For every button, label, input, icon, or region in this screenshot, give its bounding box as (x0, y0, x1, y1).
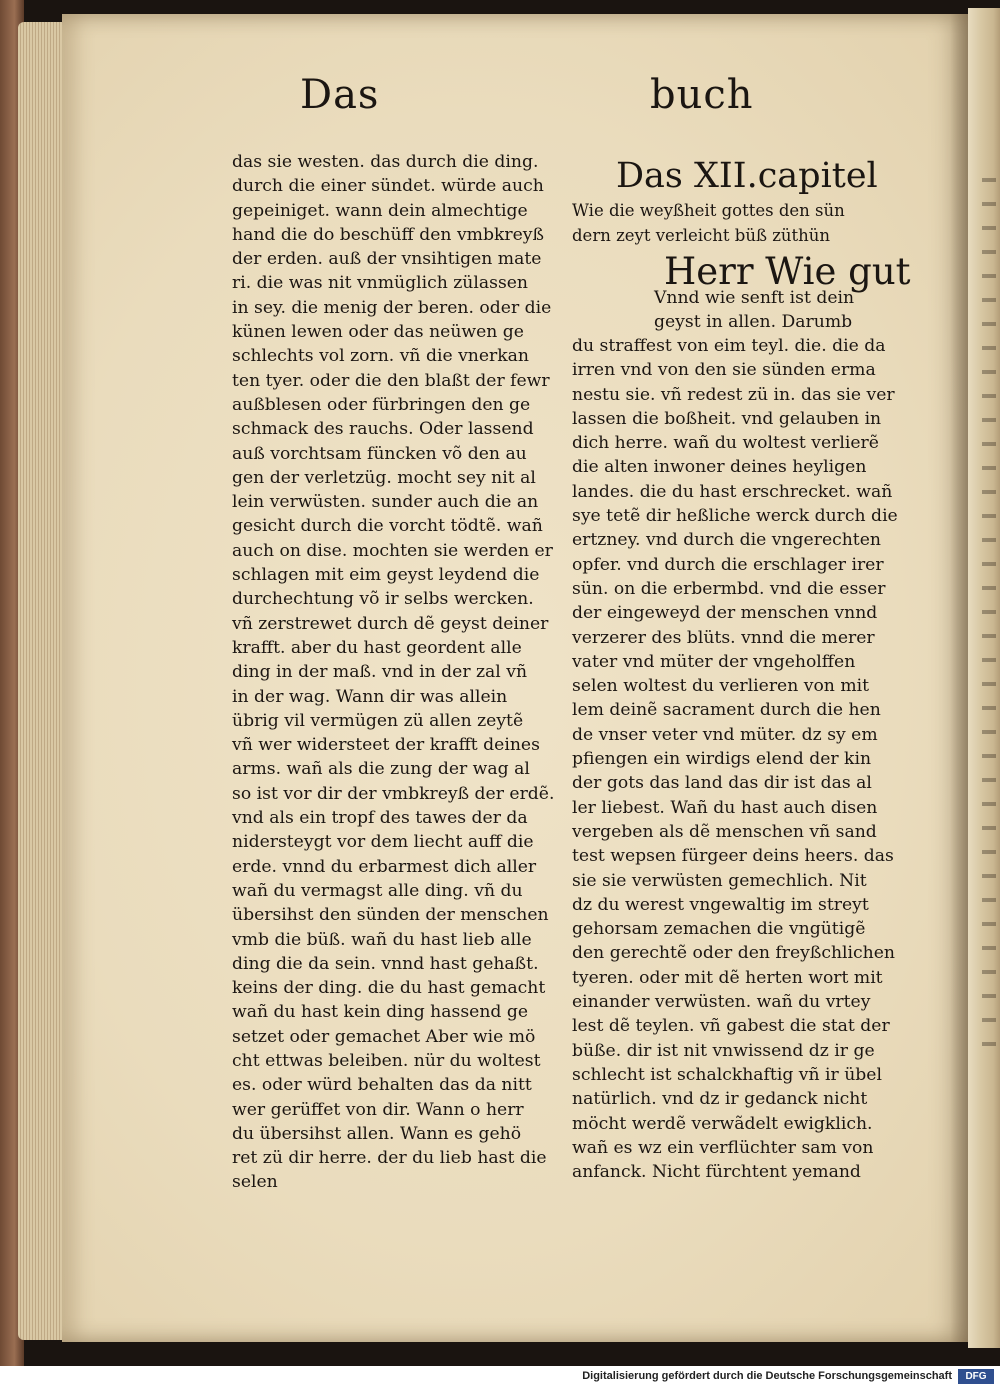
text-line: cht ettwas beleiben. nür du woltest (232, 1050, 541, 1071)
text-line: durch die einer sündet. würde auch (232, 176, 544, 197)
bleed-through-text (982, 158, 996, 1058)
text-line: ding die da sein. vnnd hast gehaßt. (232, 953, 539, 974)
text-line: übrig vil vermügen zü allen zeytẽ (232, 710, 524, 731)
text-line: dz du werest vngewaltig im streyt (572, 894, 869, 915)
text-line: de vnser veter vnd müter. dz sy em (572, 724, 878, 745)
text-line: das sie westen. das durch die ding. (232, 152, 539, 172)
text-line: der gots das land das dir ist das al (572, 773, 872, 794)
text-line: schlechts vol zorn. vñ die vnerkan (232, 346, 529, 367)
text-line: setzet oder gemachet Aber wie mö (232, 1026, 536, 1047)
text-line: dich herre. wañ du woltest verlierẽ (572, 433, 879, 454)
text-line: lem deinẽ sacrament durch die hen (572, 700, 881, 721)
text-line: krafft. aber du hast geordent alle (232, 637, 522, 658)
dfg-logo: DFG (958, 1369, 994, 1384)
text-line: vmb die büß. wañ du hast lieb alle (232, 929, 532, 950)
text-line: keins der ding. die du hast gemacht (232, 978, 546, 999)
chapter-subtitle-line: dern zeyt verleicht büß züthün (572, 226, 831, 245)
text-line: so ist vor dir der vmbkreyß der erdẽ. (232, 783, 555, 804)
text-line: ertzney. vnd durch die vngerechten (572, 530, 881, 551)
text-line: tyeren. oder mit dẽ herten wort mit (572, 967, 883, 988)
text-line: erde. vnnd du erbarmest dich aller (232, 856, 537, 877)
text-line: opfer. vnd durch die erschlager irer (572, 554, 884, 575)
text-line: anfanck. Nicht fürchtent yemand (572, 1162, 861, 1183)
text-line: sye tetẽ dir heßliche werck durch die (572, 506, 898, 527)
text-line: arms. wañ als die zung der wag al (232, 759, 530, 780)
text-line: wañ du vermagst alle ding. vñ du (232, 880, 523, 901)
funding-notice: Digitalisierung gefördert durch die Deutsche Forschungsgemeinschaft (582, 1370, 952, 1382)
text-line: vñ wer widersteet der krafft deines (232, 735, 540, 756)
text-line: geyst in allen. Darumb (654, 312, 853, 333)
chapter-subtitle-line: Wie die weyßheit gottes den sün (572, 201, 845, 220)
text-line: selen (232, 1172, 278, 1193)
text-line: ten tyer. oder die den blaßt der fewr (232, 370, 550, 391)
text-line: übersihst den sünden der menschen (232, 905, 549, 926)
text-line: es. oder würd behalten das da nitt (232, 1075, 532, 1096)
text-line: lein verwüsten. sunder auch die an (232, 492, 539, 513)
text-line: ding in der maß. vnd in der zal vñ (232, 662, 528, 683)
text-line: sün. on die erbermbd. vnd die esser (572, 578, 886, 599)
text-line: hand die do beschüff den vmbkreyß (232, 224, 544, 245)
text-line: schlagen mit eim geyst leydend die (232, 565, 540, 586)
text-line: irren vnd von den sie sünden erma (572, 360, 876, 381)
text-line: auch on dise. mochten sie werden er (232, 540, 553, 561)
text-line: landes. die du hast erschrecket. wañ (572, 481, 893, 502)
text-line: vñ zerstrewet durch dẽ geyst deiner (232, 613, 549, 634)
text-line: die alten inwoner deines heyligen (572, 457, 867, 478)
running-head-right: buch (650, 72, 754, 118)
text-line: ret zü dir herre. der du lieb hast die (232, 1148, 547, 1169)
text-line: durchechtung võ ir selbs wercken. (232, 589, 534, 610)
text-line: du straffest von eim teyl. die. die da (572, 336, 886, 356)
text-line: du übersihst allen. Wann es gehö (232, 1123, 522, 1144)
text-line: schmack des rauchs. Oder lassend (232, 419, 534, 440)
text-line: wañ es wz ein verflüchter sam von (572, 1137, 874, 1158)
page-edges (18, 22, 68, 1340)
text-line: gesicht durch die vorcht tödtẽ. wañ (232, 516, 543, 537)
text-line: gen der verletzüg. mocht sey nit al (232, 467, 536, 488)
text-line: in der wag. Wann dir was allein (232, 686, 508, 707)
text-line: wañ du hast kein ding hassend ge (232, 1002, 529, 1023)
text-line: den gerechtẽ oder den freyßchlichen (572, 943, 895, 964)
next-page-edge (968, 8, 1000, 1348)
chapter-title: Das XII.capitel (616, 156, 878, 196)
text-line: auß vorchtsam füncken võ den au (232, 443, 527, 464)
text-line: gepeiniget. wann dein almechtige (232, 200, 528, 221)
text-line: ler liebest. Wañ du hast auch disen (572, 797, 878, 818)
text-line: Vnnd wie senft ist dein (654, 288, 855, 308)
text-line: lassen die boßheit. vnd gelauben in (572, 408, 882, 429)
text-line: einander verwüsten. wañ du vrtey (572, 992, 871, 1013)
text-line: gehorsam zemachen die vngütigẽ (572, 919, 866, 940)
text-line: selen woltest du verlieren von mit (572, 676, 870, 697)
text-line: büße. dir ist nit vnwissend dz ir ge (572, 1040, 875, 1061)
text-line: ri. die was nit vnmüglich zülassen (232, 273, 529, 294)
running-head-left: Das (300, 72, 380, 118)
right-text-column (572, 334, 898, 1184)
text-line: schlecht ist schalckhaftig vñ ir übel (572, 1064, 882, 1085)
text-line: vergeben als dẽ menschen vñ sand (572, 821, 877, 842)
text-line: wer gerüffet von dir. Wann o herr (232, 1099, 524, 1120)
text-line: der eingeweyd der menschen vnnd (572, 603, 878, 624)
text-line: nidersteygt vor dem liecht auff die (232, 832, 534, 853)
text-line: natürlich. vnd dz ir gedanck nicht (572, 1089, 868, 1110)
text-line: test wepsen fürgeer deins heers. das (572, 846, 894, 867)
text-line: vnd als ein tropf des tawes der da (232, 808, 528, 829)
text-line: möcht werdẽ verwãdelt ewigklich. (572, 1113, 873, 1134)
text-line: vater vnd müter der vngeholffen (572, 651, 856, 672)
text-line: in sey. die menig der beren. oder die (232, 297, 552, 318)
text-line: sie sie verwüsten gemechlich. Nit (572, 870, 867, 891)
text-line: der erden. auß der vnsihtigen mate (232, 249, 542, 270)
chapter-initial: Herr Wie gut (664, 250, 911, 293)
text-line: nestu sie. vñ redest zü in. das sie ver (572, 384, 895, 405)
text-line: pfiengen ein wirdigs elend der kin (572, 749, 872, 770)
chapter-subtitle (572, 198, 845, 248)
text-line: außblesen oder fürbringen den ge (232, 394, 531, 415)
chapter-opening (654, 286, 854, 335)
text-line: lest dẽ teylen. vñ gabest die stat der (572, 1016, 890, 1037)
text-line: verzerer des blüts. vnnd die merer (572, 627, 875, 648)
left-text-column (232, 150, 554, 1195)
text-line: künen lewen oder das neüwen ge (232, 322, 524, 343)
